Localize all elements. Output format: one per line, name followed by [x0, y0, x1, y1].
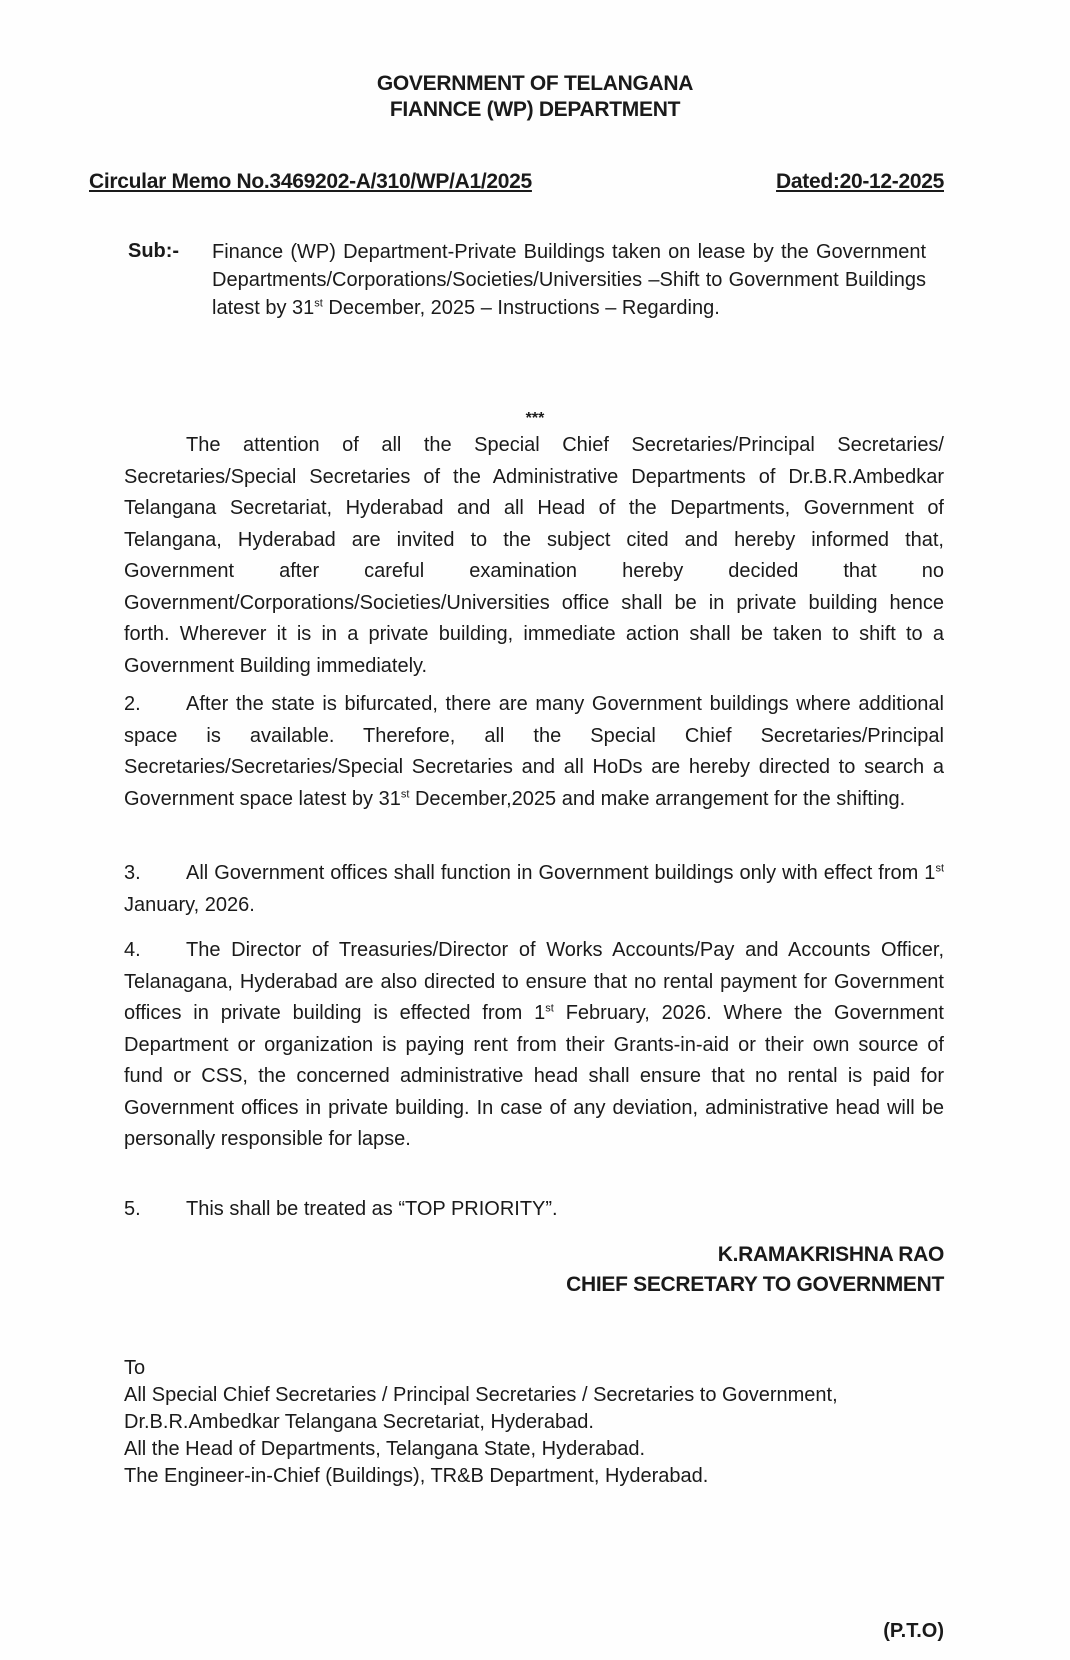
paragraph-3: 3. All Government offices shall function in Government buildings only with effect from 1st January, 2026.: [124, 862, 944, 916]
signatory-title: CHIEF SECRETARY TO GOVERNMENT: [566, 1273, 944, 1296]
government-title: GOVERNMENT OF TELANGANA: [376, 72, 694, 95]
signatory-name: K.RAMAKRISHNA RAO: [717, 1243, 944, 1266]
to-label: To: [124, 1357, 146, 1379]
memo-number: Circular Memo No.3469202-A/310/WP/A1/2025: [89, 170, 532, 193]
recipients-block: [124, 1355, 838, 1490]
separator: ***: [525, 410, 545, 427]
recipient-line: All the Head of Departments, Telangana State, Hyderabad.: [124, 1438, 646, 1460]
department-title: FIANNCE (WP) DEPARTMENT: [389, 98, 681, 121]
recipient-line: Dr.B.R.Ambedkar Telangana Secretariat, Hyderabad.: [124, 1411, 594, 1433]
paragraph-1: The attention of all the Special Chief Secretaries/Principal Secretaries/ Secretaries/Special Secretaries of the Administrative Departments of Dr.B.R.Ambedkar Telangana Secretariat, Hyderabad and all Head of the Departments, Government of Telangana, Hyderabad are invited to the subject cited and hereby informed that, Government after careful examination hereby decided that no Government/Corporations/Societies/Universities office shall be in private building hence forth. Wherever it is in a private building, immediate action shall be taken to shift to a Government Building immediately.: [124, 434, 944, 677]
recipient-line: The Engineer-in-Chief (Buildings), TR&B Department, Hyderabad.: [124, 1465, 709, 1487]
subject-text: Finance (WP) Department-Private Buildings taken on lease by the Government Departments/Corporations/Societies/Universities –Shift to Government Buildings latest by 31st December, 2025 – Instructions – Regarding.: [212, 241, 926, 319]
paragraph-4: 4. The Director of Treasuries/Director of Works Accounts/Pay and Accounts Officer, Telanagana, Hyderabad are also directed to ensure that no rental payment for Government offices in private building is effected from 1st February, 2026. Where the Government Department or organization is paying rent from their Grants-in-aid or their own source of fund or CSS, the concerned administrative head shall ensure that no rental is paid for Government offices in private building. In case of any deviation, administrative head will be personally responsible for lapse.: [124, 939, 944, 1150]
subject-label: Sub:-: [128, 240, 180, 262]
paragraph-5: 5. This shall be treated as “TOP PRIORITY”.: [124, 1198, 558, 1220]
pto-marker: (P.T.O): [883, 1620, 944, 1642]
recipient-line: All Special Chief Secretaries / Principal Secretaries / Secretaries to Government,: [124, 1384, 838, 1406]
paragraph-2: 2. After the state is bifurcated, there are many Government buildings where additional space is available. Therefore, all the Special Chief Secretaries/Principal Secretaries/Secretaries/Special Secretaries and all HoDs are hereby directed to search a Government space latest by 31st December,2025 and make arrangement for the shifting.: [124, 693, 944, 810]
memo-date: Dated:20-12-2025: [776, 170, 944, 193]
